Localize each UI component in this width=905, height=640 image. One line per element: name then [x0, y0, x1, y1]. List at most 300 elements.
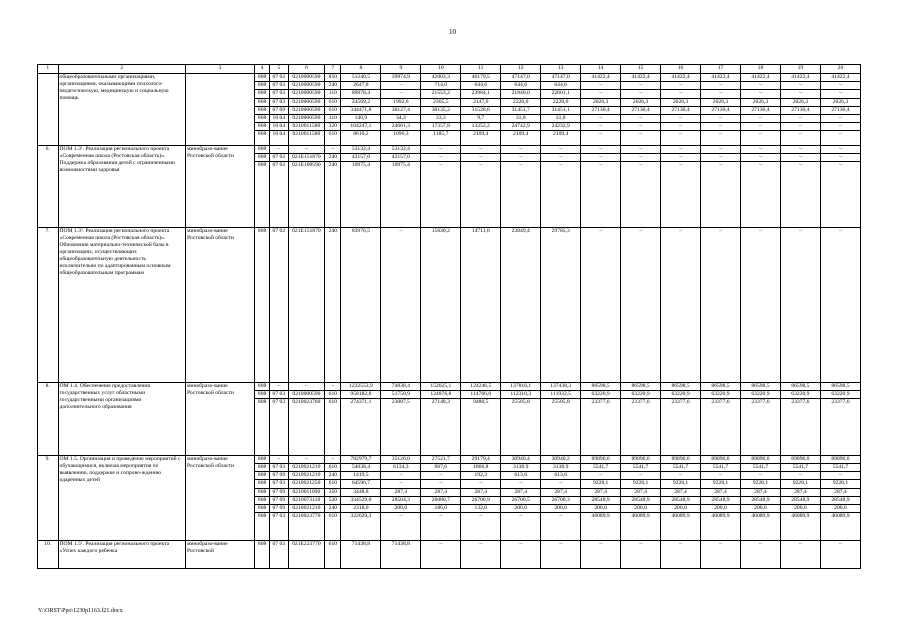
table-cell: 808 [255, 74, 270, 82]
table-cell: – [325, 145, 341, 153]
table-cell: 0210000590 [288, 74, 325, 82]
table-cell: 46089,9 [740, 513, 780, 541]
table-cell: 350 [325, 488, 341, 496]
table-cell: – [621, 154, 661, 162]
table-cell: 200,0 [740, 504, 780, 512]
table-cell: 850 [325, 74, 341, 82]
table-cell: 5541,7 [820, 464, 860, 472]
table-cell: 021E151870 [288, 154, 325, 162]
table-cell: 47147,0 [541, 74, 581, 82]
table-cell: 46089,9 [661, 513, 701, 541]
table-cell: 2220,0 [541, 98, 581, 106]
table-cell: 86598,5 [661, 382, 701, 390]
table-cell: 89896,0 [701, 455, 741, 463]
table-cell: 344471,8 [341, 106, 381, 114]
table-cell: 5541,7 [581, 464, 621, 472]
table-cell: 610 [325, 98, 341, 106]
table-cell: – [621, 123, 661, 131]
table-cell: – [661, 114, 701, 122]
table-cell: 07 09 [270, 488, 288, 496]
table-cell: 200,0 [501, 504, 541, 512]
table-cell: 2026,3 [581, 98, 621, 106]
measure-name: ПОМ 1.3¹. Реализация регионального проекта «Современная школа (Ростовская область)». Поддержка образования детей с ограниченными возможностями здоровья [58, 145, 185, 227]
table-cell: 958182,8 [341, 391, 381, 399]
table-cell: 808 [255, 106, 270, 114]
table-cell: 808 [255, 472, 270, 480]
table-cell: – [421, 472, 461, 480]
table-cell: 110 [325, 90, 341, 98]
table-cell: – [581, 90, 621, 98]
table-cell: 33,3 [421, 114, 461, 122]
table-cell: 17357,8 [421, 123, 461, 131]
table-cell: 6134,3 [381, 464, 421, 472]
table-cell: 15630,2 [421, 227, 461, 382]
table-cell: 34,3 [381, 114, 421, 122]
table-cell: 2109,4 [461, 131, 501, 146]
table-cell: 07 02 [270, 227, 288, 382]
table-cell: 30127,4 [381, 106, 421, 114]
table-cell: 240 [325, 82, 341, 90]
table-cell: 10 04 [270, 131, 288, 146]
table-cell: 610 [325, 464, 341, 472]
table-cell: 28504,3 [381, 496, 421, 504]
table-cell: 808 [255, 480, 270, 488]
table-cell: 29179,4 [461, 455, 501, 463]
table-cell: 27130,4 [661, 106, 701, 114]
table-cell: – [780, 82, 820, 90]
table-cell: 07 09 [270, 472, 288, 480]
table-cell: – [581, 472, 621, 480]
table-cell: 808 [255, 123, 270, 131]
table-cell: – [740, 162, 780, 228]
table-cell: – [621, 114, 661, 122]
table-cell: 320 [325, 123, 341, 131]
table-cell: 808 [255, 513, 270, 541]
header-cell: 17 [701, 65, 741, 74]
table-cell: – [381, 513, 421, 541]
table-cell: 200,0 [381, 504, 421, 512]
table-cell: – [581, 131, 621, 146]
table-cell: – [461, 540, 501, 568]
table-cell: 28548,9 [740, 496, 780, 504]
table-cell: 808 [255, 131, 270, 146]
table-cell: – [780, 145, 820, 153]
table-cell: 1096,3 [381, 131, 421, 146]
table-cell: 021E151870 [288, 227, 325, 382]
table-cell: 27521,7 [421, 455, 461, 463]
table-cell: 644,6 [541, 82, 581, 90]
table-cell: 104247,1 [341, 123, 381, 131]
table-cell: – [780, 123, 820, 131]
table-cell: 23377,6 [621, 399, 661, 456]
table-cell: 47147,0 [501, 74, 541, 82]
table-cell: – [325, 455, 341, 463]
table-cell: 1232553,9 [341, 382, 381, 390]
measure-name: ПОМ 1.3². Реализация регионального проекта «Современная школа (Ростовская область)». Обновление материально-технической базы в организациях, осуществляющих общеобразовательную деятельность исключительно по адаптированным основным общеобразовательным программам [58, 227, 185, 382]
table-cell: – [421, 154, 461, 162]
table-cell: 46089,9 [621, 513, 661, 541]
table-body [38, 65, 861, 569]
header-cell: 3 [185, 65, 254, 74]
table-cell: 132,0 [461, 504, 501, 512]
table-cell: 3448,8 [341, 488, 381, 496]
table-cell: – [780, 540, 820, 568]
header-cell: 2 [58, 65, 185, 74]
table-cell: 808 [255, 82, 270, 90]
table-cell: – [740, 114, 780, 122]
table-cell: – [661, 131, 701, 146]
table-cell: 808 [255, 98, 270, 106]
table-cell: – [421, 513, 461, 541]
table-cell: 46089,9 [820, 513, 860, 541]
table-cell: 10 04 [270, 123, 288, 131]
table-cell: 808 [255, 488, 270, 496]
table-cell: 240 [325, 472, 341, 480]
table-cell: – [541, 145, 581, 153]
table-cell: 41422,4 [740, 74, 780, 82]
table-cell: 86598,5 [740, 382, 780, 390]
table-cell: 74838,4 [381, 382, 421, 390]
table-cell: – [541, 540, 581, 568]
table-cell: 07 03 [270, 90, 288, 98]
table-cell: 63220,9 [621, 391, 661, 399]
header-cell: 11 [461, 65, 501, 74]
table-cell: – [381, 472, 421, 480]
table-cell: 808 [255, 382, 270, 390]
table-cell: 137816,1 [501, 382, 541, 390]
table-cell: 07 03 [270, 391, 288, 399]
table-cell: 610 [325, 106, 341, 114]
table-cell: 322629,3 [341, 513, 381, 541]
table-cell: 112310,3 [501, 391, 541, 399]
table-cell: 610 [325, 540, 341, 568]
table-cell: 28548,9 [621, 496, 661, 504]
table-cell: – [661, 472, 701, 480]
table-cell: – [581, 540, 621, 568]
table-cell: 10 04 [270, 114, 288, 122]
table-cell: – [740, 123, 780, 131]
table-cell: 23377,6 [701, 399, 741, 456]
table-cell: 274371,1 [341, 399, 381, 456]
table-cell: 07 03 [270, 480, 288, 488]
table-cell: 0210011580 [288, 123, 325, 131]
table-cell: 51750,9 [381, 391, 421, 399]
table-cell: 2026,3 [621, 98, 661, 106]
table-cell: 520 [325, 496, 341, 504]
table-cell: 30940,4 [501, 455, 541, 463]
table-cell: 63220,9 [581, 391, 621, 399]
table-cell: 07 09 [270, 106, 288, 114]
table-cell: 0210000590 [288, 114, 325, 122]
table-cell: 41422,4 [820, 74, 860, 82]
table-cell: – [780, 472, 820, 480]
header-cell: 16 [661, 65, 701, 74]
table-cell: 63220,9 [780, 391, 820, 399]
table-cell: 13252,2 [461, 123, 501, 131]
table-cell: 124246,5 [461, 382, 501, 390]
table-cell: 31451,1 [541, 106, 581, 114]
table-cell: 07 02 [270, 162, 288, 228]
executor: минобразо-вание Ростовской области [185, 145, 254, 227]
table-cell: – [740, 227, 780, 382]
table-cell: 0210021210 [288, 504, 325, 512]
row-number: 9. [38, 455, 59, 540]
table-cell: – [661, 227, 701, 382]
table-cell: – [581, 162, 621, 228]
executor [185, 74, 254, 146]
footer-file-path: Y:\ORST\Ppo\1230p1163.f21.docx [38, 608, 123, 614]
executor: минобразо-вание Ростовской [185, 540, 254, 568]
table-cell: – [581, 82, 621, 90]
table-cell: 07 02 [270, 74, 288, 82]
table-cell: 07 09 [270, 504, 288, 512]
table-cell: 137438,3 [541, 382, 581, 390]
table-cell: 1992,6 [381, 98, 421, 106]
table-cell: 2305,5 [421, 98, 461, 106]
table-cell: – [461, 145, 501, 153]
table-cell: – [701, 540, 741, 568]
table-cell: 287,4 [461, 488, 501, 496]
table-cell: – [501, 513, 541, 541]
table-cell: – [820, 162, 860, 228]
page-number: 10 [449, 28, 456, 36]
table-cell: 808 [255, 504, 270, 512]
table-cell: – [621, 540, 661, 568]
table-cell: 23984,1 [461, 90, 501, 98]
table-cell: – [621, 82, 661, 90]
table-cell: – [421, 540, 461, 568]
header-cell: 1 [38, 65, 59, 74]
table-cell: 28548,9 [820, 496, 860, 504]
header-cell: 6 [288, 65, 325, 74]
table-cell: 31,8 [541, 114, 581, 122]
table-cell: 53132,4 [381, 145, 421, 153]
table-cell: 22601,1 [541, 90, 581, 98]
table-cell: 0210011580 [288, 131, 325, 146]
table-cell: 41422,4 [581, 74, 621, 82]
table-cell: 782979,7 [341, 455, 381, 463]
table-cell: – [501, 154, 541, 162]
table-cell: 808 [255, 391, 270, 399]
table-cell: – [461, 480, 501, 488]
table-cell: 808 [255, 540, 270, 568]
table-cell: 287,4 [820, 488, 860, 496]
table-cell: 89896,0 [621, 455, 661, 463]
table-cell: – [581, 227, 621, 382]
table-cell: 8610,2 [341, 131, 381, 146]
table-cell: 110 [325, 114, 341, 122]
table-cell: 200,0 [541, 504, 581, 512]
row-number: 6. [38, 145, 59, 227]
table-cell: – [541, 480, 581, 488]
table-cell: 2026,3 [740, 98, 780, 106]
table-cell: 07 09 [270, 496, 288, 504]
table-cell: 51240,5 [341, 74, 381, 82]
table-cell: 5541,7 [661, 464, 701, 472]
table-cell: 5541,7 [621, 464, 661, 472]
table-cell: 14711,6 [461, 227, 501, 382]
table-cell: 287,4 [701, 488, 741, 496]
table-cell: 808 [255, 114, 270, 122]
table-cell: – [621, 472, 661, 480]
table-cell: 41422,4 [780, 74, 820, 82]
table-cell: 25505,8 [541, 399, 581, 456]
table-cell: 9228,1 [820, 480, 860, 488]
table-cell: – [501, 480, 541, 488]
table-cell: 5541,7 [780, 464, 820, 472]
table-cell: – [381, 227, 421, 382]
table-cell: 111932,5 [541, 391, 581, 399]
table-cell: 610 [325, 131, 341, 146]
header-cell: 20 [820, 65, 860, 74]
table-cell: 9228,1 [661, 480, 701, 488]
table-cell: – [701, 145, 741, 153]
table-cell: 334529,0 [341, 496, 381, 504]
table-cell: 83976,5 [341, 227, 381, 382]
table-cell: 2026,3 [820, 98, 860, 106]
table-cell: 1185,7 [421, 131, 461, 146]
table-cell: – [820, 131, 860, 146]
table-cell: 114766,0 [461, 391, 501, 399]
table-cell: 41422,4 [661, 74, 701, 82]
table-cell: 0210000590 [288, 90, 325, 98]
table-cell: 24661,3 [381, 123, 421, 131]
table-cell: 2147,0 [461, 98, 501, 106]
table-cell: 07 03 [270, 540, 288, 568]
table-cell: – [661, 123, 701, 131]
table-cell: – [820, 123, 860, 131]
table-cell: 54038,4 [341, 464, 381, 472]
table-cell: – [661, 90, 701, 98]
table-cell: 287,4 [421, 488, 461, 496]
table-cell: 27130,4 [780, 106, 820, 114]
table-cell: 26080,7 [421, 496, 461, 504]
table-cell: 63220,9 [820, 391, 860, 399]
table-cell: – [581, 145, 621, 153]
header-cell: 4 [255, 65, 270, 74]
table-cell: 35126,0 [381, 455, 421, 463]
table-cell: 2647,8 [341, 82, 381, 90]
table-cell: 07 03 [270, 98, 288, 106]
table-cell: – [288, 382, 325, 390]
table-cell: 30940,2 [541, 455, 581, 463]
table-cell: 613,6 [541, 472, 581, 480]
table-cell: 2026,3 [661, 98, 701, 106]
table-cell: 287,4 [381, 488, 421, 496]
table-cell: 240 [325, 227, 341, 382]
table-cell: – [740, 90, 780, 98]
table-cell: 0210000590 [288, 82, 325, 90]
table-cell: 31528,6 [461, 106, 501, 114]
table-cell: 2220,0 [501, 98, 541, 106]
table-cell: 644,6 [461, 82, 501, 90]
table-cell: 63220,9 [740, 391, 780, 399]
table-cell: 5541,7 [740, 464, 780, 472]
table-cell: – [381, 480, 421, 488]
table-header-row [38, 65, 861, 74]
table-cell: 27130,4 [740, 106, 780, 114]
table-cell: 967,6 [421, 464, 461, 472]
header-cell: 19 [780, 65, 820, 74]
table-cell: – [820, 472, 860, 480]
header-cell: 14 [581, 65, 621, 74]
table-cell: 24742,9 [501, 123, 541, 131]
table-cell: 287,4 [661, 488, 701, 496]
table-cell: – [581, 154, 621, 162]
table-cell: 9228,1 [740, 480, 780, 488]
table-cell: – [381, 82, 421, 90]
executor: минобразо-вание Ростовской области [185, 227, 254, 382]
table-cell: – [740, 540, 780, 568]
table-cell: – [701, 472, 741, 480]
table-cell: 86598,5 [621, 382, 661, 390]
table-cell: – [780, 90, 820, 98]
table-cell: 021E223770 [288, 540, 325, 568]
table-cell: 287,4 [740, 488, 780, 496]
table-cell: 25505,8 [501, 399, 541, 456]
table-cell: – [780, 162, 820, 228]
row-number: 8. [38, 382, 59, 455]
table-cell: – [621, 145, 661, 153]
table-cell: – [701, 123, 741, 131]
measure-name: ПОМ 1.5¹. Реализация регионального проекта «Успех каждого ребенка [58, 540, 185, 568]
header-cell: 7 [325, 65, 341, 74]
table-cell: – [288, 145, 325, 153]
table-row [38, 382, 861, 390]
table-row [38, 455, 861, 463]
table-cell: – [461, 154, 501, 162]
table-cell: 24232,9 [541, 123, 581, 131]
table-cell: 23377,6 [581, 399, 621, 456]
table-cell: 21840,0 [501, 90, 541, 98]
table-cell: 63220,9 [701, 391, 741, 399]
table-cell: 9228,1 [581, 480, 621, 488]
table-cell: 287,4 [581, 488, 621, 496]
table-cell: – [740, 154, 780, 162]
measure-name: общеобразовательными организациями, организациями, оказывающими психолого-педагогическую, медицинскую и социальную помощь [58, 74, 185, 146]
table-cell: – [270, 382, 288, 390]
table-cell: 613,6 [501, 472, 541, 480]
table-cell: 30135,2 [421, 106, 461, 114]
table-cell: – [661, 82, 701, 90]
table-row [38, 227, 861, 382]
table-cell: 240 [325, 162, 341, 228]
table-cell: 9228,1 [780, 480, 820, 488]
table-cell: 644,6 [501, 82, 541, 90]
table-cell: 0210023770 [288, 513, 325, 541]
table-cell: 808 [255, 464, 270, 472]
table-cell: – [581, 114, 621, 122]
table-cell: 86598,5 [701, 382, 741, 390]
table-cell: 63220,9 [661, 391, 701, 399]
table-cell: – [701, 114, 741, 122]
table-cell: 287,4 [501, 488, 541, 496]
table-cell: – [661, 162, 701, 228]
table-cell: 5541,7 [701, 464, 741, 472]
table-row [38, 74, 861, 82]
table-cell: 808 [255, 455, 270, 463]
table-cell: 23377,6 [780, 399, 820, 456]
table-cell: 287,4 [541, 488, 581, 496]
table-cell: 23087,5 [381, 399, 421, 456]
table-cell: 808 [255, 227, 270, 382]
table-row [38, 145, 861, 153]
header-cell: 15 [621, 65, 661, 74]
table-cell: 2109,4 [541, 131, 581, 146]
table-cell: 89896,0 [820, 455, 860, 463]
header-cell: 13 [541, 65, 581, 74]
table-cell: 27148,3 [421, 399, 461, 456]
